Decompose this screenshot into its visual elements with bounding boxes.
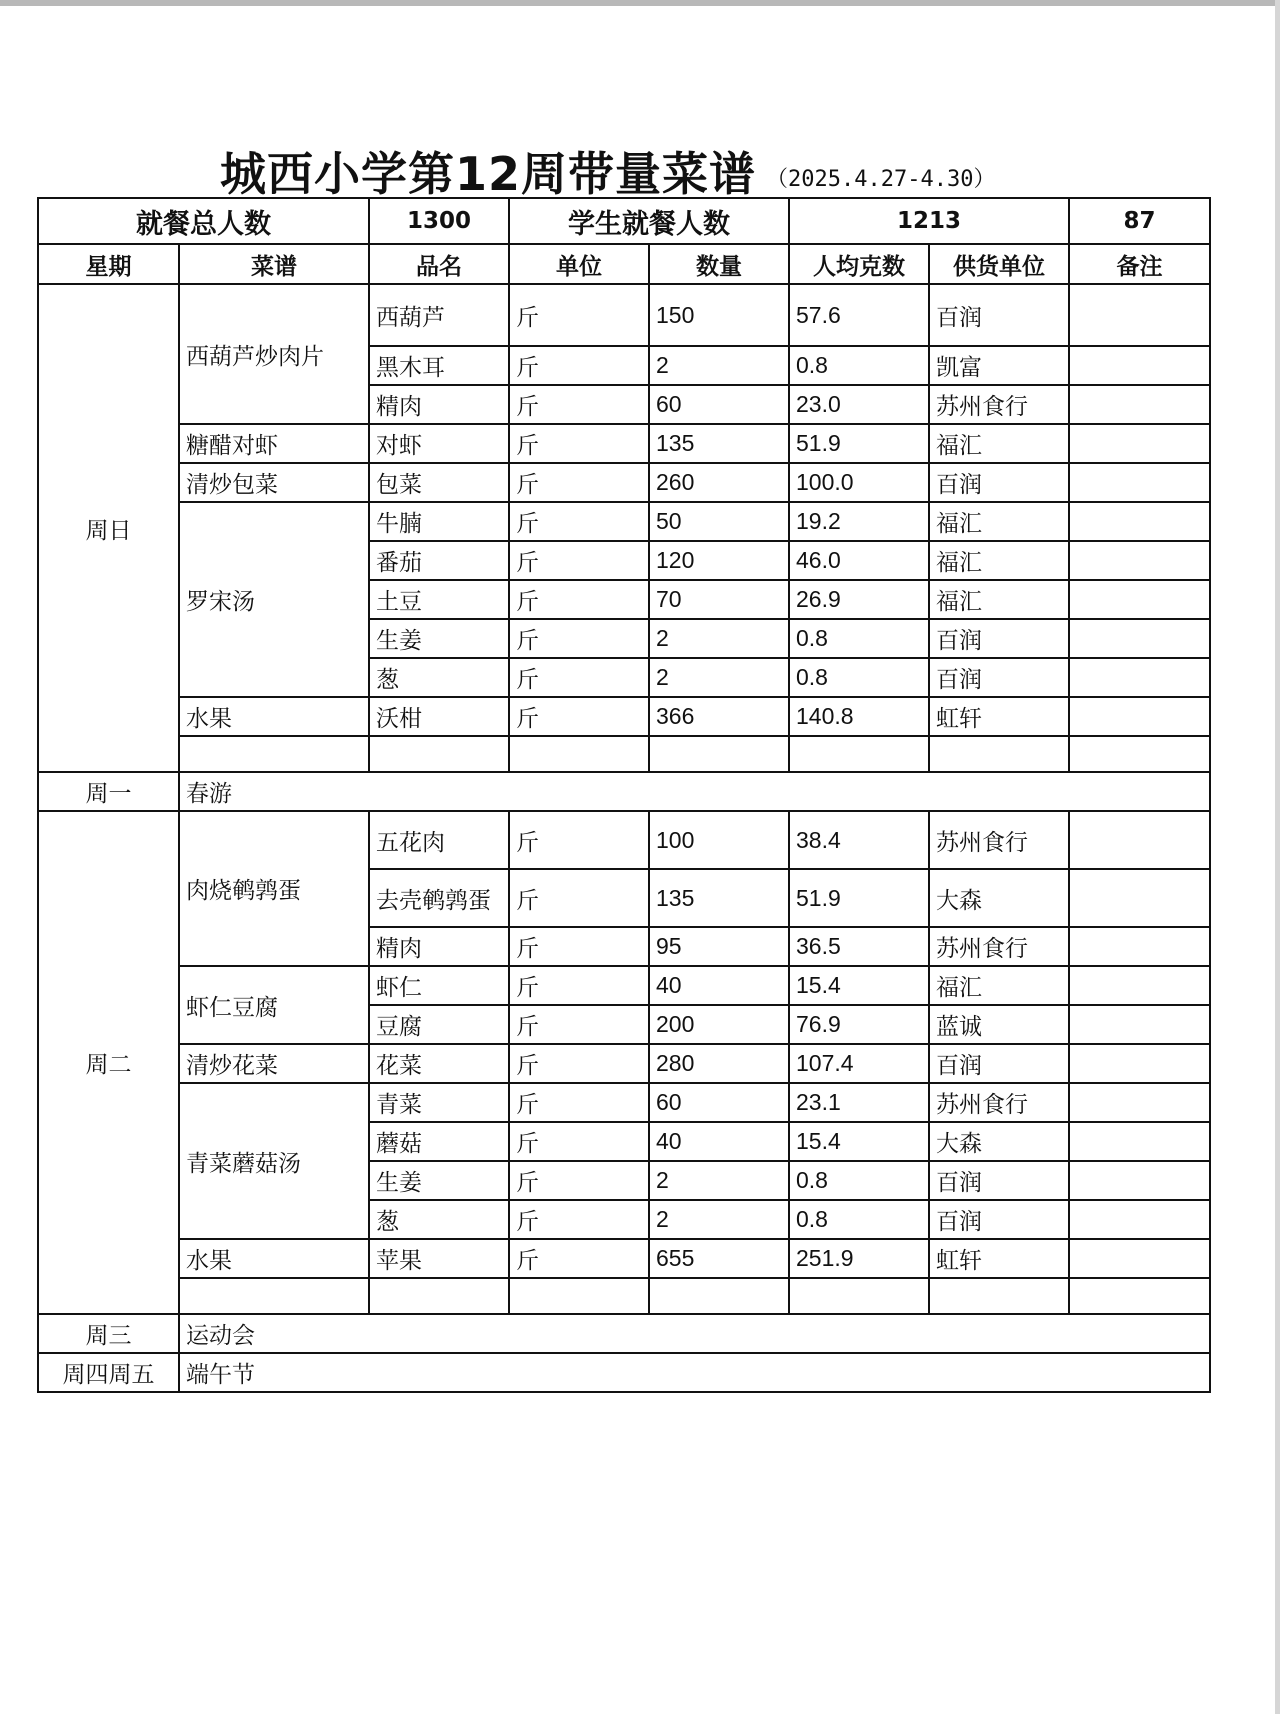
table-row [38, 463, 1210, 502]
item-name: 黑木耳 [369, 346, 509, 385]
quantity: 280 [649, 1044, 789, 1083]
unit: 斤 [509, 811, 649, 869]
header-qty: 数量 [649, 244, 789, 284]
item-name: 包菜 [369, 463, 509, 502]
supplier: 百润 [929, 284, 1069, 346]
remark [1069, 811, 1210, 869]
header-supplier: 供货单位 [929, 244, 1069, 284]
supplier: 苏州食行 [929, 385, 1069, 424]
dish-name: 西葫芦炒肉片 [179, 284, 369, 424]
header-unit: 单位 [509, 244, 649, 284]
unit: 斤 [509, 502, 649, 541]
item-name: 生姜 [369, 619, 509, 658]
grams-per-person: 0.8 [789, 658, 929, 697]
quantity: 60 [649, 1083, 789, 1122]
grams-per-person: 0.8 [789, 1161, 929, 1200]
remark [1069, 1044, 1210, 1083]
unit: 斤 [509, 619, 649, 658]
table-row [38, 811, 1210, 869]
dish-name: 罗宋汤 [179, 502, 369, 697]
header-row [38, 244, 1210, 284]
item-name: 土豆 [369, 580, 509, 619]
remark [1069, 658, 1210, 697]
remark [1069, 1122, 1210, 1161]
quantity: 135 [649, 424, 789, 463]
grams-per-person: 0.8 [789, 1200, 929, 1239]
supplier: 蓝诚 [929, 1005, 1069, 1044]
scan-edge-right [1275, 0, 1280, 1714]
supplier: 百润 [929, 658, 1069, 697]
empty-cell [1069, 736, 1210, 772]
grams-per-person: 76.9 [789, 1005, 929, 1044]
unit: 斤 [509, 580, 649, 619]
item-name: 沃柑 [369, 697, 509, 736]
remark [1069, 966, 1210, 1005]
supplier: 福汇 [929, 424, 1069, 463]
dish-name: 肉烧鹌鹑蛋 [179, 811, 369, 966]
dish-name: 青菜蘑菇汤 [179, 1083, 369, 1239]
empty-cell [929, 1278, 1069, 1314]
remark [1069, 869, 1210, 927]
total-diners-label: 就餐总人数 [38, 198, 369, 244]
quantity: 2 [649, 1161, 789, 1200]
item-name: 去壳鹌鹑蛋 [369, 869, 509, 927]
dish-name: 虾仁豆腐 [179, 966, 369, 1044]
remark [1069, 619, 1210, 658]
thufri-row [38, 1353, 1210, 1392]
scan-edge-top [0, 0, 1280, 6]
student-diners-label: 学生就餐人数 [509, 198, 789, 244]
grams-per-person: 51.9 [789, 424, 929, 463]
table-row [38, 697, 1210, 736]
remark [1069, 424, 1210, 463]
supplier: 福汇 [929, 541, 1069, 580]
item-name: 五花肉 [369, 811, 509, 869]
grams-per-person: 36.5 [789, 927, 929, 966]
supplier: 虹轩 [929, 697, 1069, 736]
item-name: 苹果 [369, 1239, 509, 1278]
thufri-note: 端午节 [179, 1353, 1210, 1392]
remark [1069, 1083, 1210, 1122]
unit: 斤 [509, 541, 649, 580]
remark [1069, 502, 1210, 541]
wednesday-row [38, 1314, 1210, 1353]
item-name: 葱 [369, 1200, 509, 1239]
empty-cell [509, 736, 649, 772]
quantity: 50 [649, 502, 789, 541]
grams-per-person: 107.4 [789, 1044, 929, 1083]
empty-cell [1069, 1278, 1210, 1314]
grams-per-person: 251.9 [789, 1239, 929, 1278]
quantity: 150 [649, 284, 789, 346]
remark [1069, 385, 1210, 424]
item-name: 精肉 [369, 385, 509, 424]
item-name: 豆腐 [369, 1005, 509, 1044]
grams-per-person: 23.1 [789, 1083, 929, 1122]
quantity: 135 [649, 869, 789, 927]
day-thursday-friday: 周四周五 [38, 1353, 179, 1392]
quantity: 100 [649, 811, 789, 869]
unit: 斤 [509, 1200, 649, 1239]
dish-name: 清炒包菜 [179, 463, 369, 502]
quantity: 2 [649, 1200, 789, 1239]
dish-name: 水果 [179, 1239, 369, 1278]
table-row [38, 502, 1210, 541]
summary-row [38, 198, 1210, 244]
quantity: 366 [649, 697, 789, 736]
total-diners-value: 1300 [369, 198, 509, 244]
unit: 斤 [509, 966, 649, 1005]
grams-per-person: 23.0 [789, 385, 929, 424]
unit: 斤 [509, 697, 649, 736]
remark [1069, 1200, 1210, 1239]
remark [1069, 541, 1210, 580]
supplier: 百润 [929, 1200, 1069, 1239]
empty-cell [649, 736, 789, 772]
quantity: 655 [649, 1239, 789, 1278]
empty-cell [179, 1278, 369, 1314]
quantity: 60 [649, 385, 789, 424]
unit: 斤 [509, 463, 649, 502]
grams-per-person: 38.4 [789, 811, 929, 869]
item-name: 蘑菇 [369, 1122, 509, 1161]
table-row [38, 1044, 1210, 1083]
unit: 斤 [509, 284, 649, 346]
item-name: 花菜 [369, 1044, 509, 1083]
remark [1069, 463, 1210, 502]
supplier: 大森 [929, 869, 1069, 927]
item-name: 西葫芦 [369, 284, 509, 346]
monday-note: 春游 [179, 772, 1210, 811]
grams-per-person: 0.8 [789, 346, 929, 385]
table-row [38, 424, 1210, 463]
table-row-empty [38, 736, 1210, 772]
grams-per-person: 0.8 [789, 619, 929, 658]
table-row-empty [38, 1278, 1210, 1314]
quantity: 95 [649, 927, 789, 966]
grams-per-person: 15.4 [789, 1122, 929, 1161]
table-row [38, 966, 1210, 1005]
unit: 斤 [509, 1044, 649, 1083]
day-sunday: 周日 [38, 284, 179, 772]
grams-per-person: 15.4 [789, 966, 929, 1005]
table-row [38, 1239, 1210, 1278]
grams-per-person: 51.9 [789, 869, 929, 927]
supplier: 凯富 [929, 346, 1069, 385]
empty-cell [509, 1278, 649, 1314]
header-remark: 备注 [1069, 244, 1210, 284]
dish-name: 糖醋对虾 [179, 424, 369, 463]
quantity: 200 [649, 1005, 789, 1044]
monday-row [38, 772, 1210, 811]
grams-per-person: 19.2 [789, 502, 929, 541]
supplier: 苏州食行 [929, 1083, 1069, 1122]
grams-per-person: 26.9 [789, 580, 929, 619]
remark [1069, 1161, 1210, 1200]
item-name: 牛腩 [369, 502, 509, 541]
day-monday: 周一 [38, 772, 179, 811]
unit: 斤 [509, 1005, 649, 1044]
item-name: 对虾 [369, 424, 509, 463]
item-name: 青菜 [369, 1083, 509, 1122]
supplier: 福汇 [929, 502, 1069, 541]
student-diners-value: 1213 [789, 198, 1069, 244]
remark [1069, 1005, 1210, 1044]
remark [1069, 1239, 1210, 1278]
unit: 斤 [509, 1122, 649, 1161]
item-name: 精肉 [369, 927, 509, 966]
empty-cell [369, 1278, 509, 1314]
empty-cell [789, 736, 929, 772]
quantity: 2 [649, 619, 789, 658]
supplier: 百润 [929, 619, 1069, 658]
grams-per-person: 57.6 [789, 284, 929, 346]
empty-cell [179, 736, 369, 772]
supplier: 苏州食行 [929, 927, 1069, 966]
supplier: 大森 [929, 1122, 1069, 1161]
supplier: 百润 [929, 1044, 1069, 1083]
unit: 斤 [509, 1239, 649, 1278]
remark [1069, 580, 1210, 619]
quantity: 2 [649, 658, 789, 697]
unit: 斤 [509, 869, 649, 927]
header-dish: 菜谱 [179, 244, 369, 284]
remark [1069, 927, 1210, 966]
item-name: 葱 [369, 658, 509, 697]
empty-cell [649, 1278, 789, 1314]
day-wednesday: 周三 [38, 1314, 179, 1353]
item-name: 番茄 [369, 541, 509, 580]
item-name: 虾仁 [369, 966, 509, 1005]
unit: 斤 [509, 927, 649, 966]
grams-per-person: 46.0 [789, 541, 929, 580]
dish-name: 水果 [179, 697, 369, 736]
empty-cell [789, 1278, 929, 1314]
remark [1069, 346, 1210, 385]
menu-table [37, 197, 1211, 1393]
date-range: （2025.4.27-4.30） [766, 167, 996, 192]
grams-per-person: 140.8 [789, 697, 929, 736]
table-row [38, 1083, 1210, 1122]
title-block [220, 138, 995, 204]
unit: 斤 [509, 658, 649, 697]
supplier: 虹轩 [929, 1239, 1069, 1278]
remark [1069, 697, 1210, 736]
table-row [38, 284, 1210, 346]
empty-cell [929, 736, 1069, 772]
supplier: 百润 [929, 1161, 1069, 1200]
grams-per-person: 100.0 [789, 463, 929, 502]
wednesday-note: 运动会 [179, 1314, 1210, 1353]
page-title: 城西小学第12周带量菜谱 [220, 147, 757, 201]
quantity: 2 [649, 346, 789, 385]
day-tuesday: 周二 [38, 811, 179, 1314]
item-name: 生姜 [369, 1161, 509, 1200]
dish-name: 清炒花菜 [179, 1044, 369, 1083]
supplier: 苏州食行 [929, 811, 1069, 869]
unit: 斤 [509, 346, 649, 385]
other-diners-value: 87 [1069, 198, 1210, 244]
unit: 斤 [509, 385, 649, 424]
unit: 斤 [509, 424, 649, 463]
quantity: 70 [649, 580, 789, 619]
header-gram: 人均克数 [789, 244, 929, 284]
quantity: 40 [649, 966, 789, 1005]
unit: 斤 [509, 1161, 649, 1200]
empty-cell [369, 736, 509, 772]
quantity: 40 [649, 1122, 789, 1161]
remark [1069, 284, 1210, 346]
quantity: 260 [649, 463, 789, 502]
quantity: 120 [649, 541, 789, 580]
supplier: 福汇 [929, 966, 1069, 1005]
unit: 斤 [509, 1083, 649, 1122]
supplier: 福汇 [929, 580, 1069, 619]
supplier: 百润 [929, 463, 1069, 502]
header-day: 星期 [38, 244, 179, 284]
header-item: 品名 [369, 244, 509, 284]
